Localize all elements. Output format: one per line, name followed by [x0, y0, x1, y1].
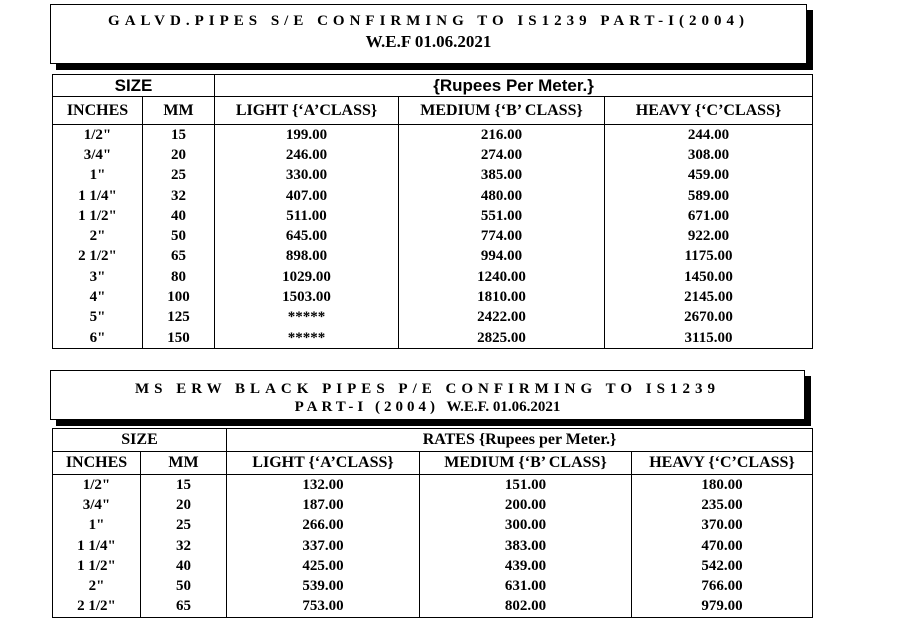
cell-heavy: 308.00	[605, 145, 813, 165]
table-row	[53, 166, 813, 186]
cell-heavy: 3115.00	[605, 328, 813, 349]
cell-medium: 385.00	[399, 166, 605, 186]
size-header: SIZE	[53, 429, 227, 452]
cell-inches: 4"	[53, 287, 143, 307]
cell-mm: 40	[141, 556, 227, 576]
column-header-heavy: HEAVY {‘C’CLASS}	[605, 97, 813, 125]
cell-inches: 1"	[53, 516, 141, 536]
cell-mm: 80	[143, 267, 215, 287]
cell-inches: 3/4"	[53, 495, 141, 515]
cell-inches: 2 1/2"	[53, 597, 141, 618]
cell-light: 246.00	[215, 145, 399, 165]
cell-light: 898.00	[215, 247, 399, 267]
table-row	[53, 328, 813, 349]
column-header-inches: INCHES	[53, 452, 141, 475]
ms-erw-standard-part: PART-I (2004)	[294, 399, 439, 415]
cell-heavy: 979.00	[632, 597, 813, 618]
cell-inches: 1 1/4"	[53, 186, 143, 206]
cell-light: 753.00	[227, 597, 420, 618]
cell-heavy: 589.00	[605, 186, 813, 206]
cell-mm: 20	[141, 495, 227, 515]
cell-light: 132.00	[227, 475, 420, 496]
cell-inches: 1 1/4"	[53, 536, 141, 556]
cell-light: *****	[215, 328, 399, 349]
cell-heavy: 244.00	[605, 125, 813, 146]
cell-light: 645.00	[215, 226, 399, 246]
cell-light: 330.00	[215, 166, 399, 186]
column-header-medium: MEDIUM {‘B’ CLASS}	[399, 97, 605, 125]
galvd-title-box	[50, 4, 807, 64]
table-row	[53, 475, 813, 496]
cell-mm: 65	[141, 597, 227, 618]
cell-medium: 300.00	[420, 516, 632, 536]
cell-inches: 1 1/2"	[53, 556, 141, 576]
cell-mm: 25	[143, 166, 215, 186]
cell-heavy: 1450.00	[605, 267, 813, 287]
cell-mm: 100	[143, 287, 215, 307]
column-header-mm: MM	[141, 452, 227, 475]
cell-mm: 15	[143, 125, 215, 146]
cell-light: 1503.00	[215, 287, 399, 307]
ms-erw-title: MS ERW BLACK PIPES P/E CONFIRMING TO IS1239	[135, 381, 720, 397]
column-header-light: LIGHT {‘A’CLASS}	[227, 452, 420, 475]
column-header-medium: MEDIUM {‘B’ CLASS}	[420, 452, 632, 475]
table-row	[53, 287, 813, 307]
cell-medium: 2825.00	[399, 328, 605, 349]
table-row	[53, 186, 813, 206]
cell-inches: 1"	[53, 166, 143, 186]
cell-inches: 3/4"	[53, 145, 143, 165]
cell-medium: 480.00	[399, 186, 605, 206]
cell-heavy: 459.00	[605, 166, 813, 186]
cell-light: 266.00	[227, 516, 420, 536]
cell-mm: 32	[143, 186, 215, 206]
cell-inches: 2"	[53, 576, 141, 596]
cell-heavy: 2145.00	[605, 287, 813, 307]
cell-inches: 1 1/2"	[53, 206, 143, 226]
cell-mm: 125	[143, 308, 215, 328]
cell-medium: 802.00	[420, 597, 632, 618]
cell-mm: 50	[141, 576, 227, 596]
cell-mm: 25	[141, 516, 227, 536]
cell-medium: 774.00	[399, 226, 605, 246]
cell-mm: 40	[143, 206, 215, 226]
table-row	[53, 267, 813, 287]
cell-inches: 6"	[53, 328, 143, 349]
table-row	[53, 516, 813, 536]
cell-medium: 994.00	[399, 247, 605, 267]
rates-header: RATES {Rupees per Meter.}	[227, 429, 813, 452]
table-row	[53, 247, 813, 267]
table-row	[53, 308, 813, 328]
cell-light: 199.00	[215, 125, 399, 146]
table-row	[53, 556, 813, 576]
cell-medium: 151.00	[420, 475, 632, 496]
cell-inches: 1/2"	[53, 125, 143, 146]
cell-heavy: 470.00	[632, 536, 813, 556]
cell-medium: 1240.00	[399, 267, 605, 287]
table-row	[53, 226, 813, 246]
galvd-rates-table	[52, 74, 813, 349]
galvd-title: GALVD.PIPES S/E CONFIRMING TO IS1239 PART-I(2004)	[108, 13, 749, 29]
galvd-effective-date: W.E.F 01.06.2021	[365, 32, 492, 51]
cell-heavy: 1175.00	[605, 247, 813, 267]
column-header-light: LIGHT {‘A’CLASS}	[215, 97, 399, 125]
table-row	[53, 536, 813, 556]
cell-mm: 150	[143, 328, 215, 349]
cell-heavy: 671.00	[605, 206, 813, 226]
cell-light: 539.00	[227, 576, 420, 596]
ms-erw-subtitle	[51, 399, 804, 416]
cell-heavy: 235.00	[632, 495, 813, 515]
cell-medium: 439.00	[420, 556, 632, 576]
cell-light: *****	[215, 308, 399, 328]
cell-heavy: 766.00	[632, 576, 813, 596]
ms-erw-table-body	[53, 475, 813, 618]
cell-medium: 216.00	[399, 125, 605, 146]
cell-light: 511.00	[215, 206, 399, 226]
cell-medium: 383.00	[420, 536, 632, 556]
cell-medium: 200.00	[420, 495, 632, 515]
size-header: SIZE	[53, 75, 215, 97]
cell-medium: 1810.00	[399, 287, 605, 307]
cell-inches: 2 1/2"	[53, 247, 143, 267]
cell-heavy: 542.00	[632, 556, 813, 576]
table-row	[53, 125, 813, 146]
column-header-mm: MM	[143, 97, 215, 125]
table-row	[53, 495, 813, 515]
cell-mm: 20	[143, 145, 215, 165]
cell-medium: 274.00	[399, 145, 605, 165]
ms-erw-rates-table	[52, 428, 813, 618]
cell-mm: 65	[143, 247, 215, 267]
cell-light: 337.00	[227, 536, 420, 556]
cell-medium: 2422.00	[399, 308, 605, 328]
cell-mm: 15	[141, 475, 227, 496]
column-header-inches: INCHES	[53, 97, 143, 125]
cell-light: 1029.00	[215, 267, 399, 287]
cell-light: 407.00	[215, 186, 399, 206]
table-row	[53, 597, 813, 618]
ms-erw-title-box	[50, 370, 805, 420]
ms-erw-effective-date: W.E.F. 01.06.2021	[446, 399, 561, 415]
table-row	[53, 576, 813, 596]
cell-mm: 50	[143, 226, 215, 246]
cell-mm: 32	[141, 536, 227, 556]
cell-heavy: 370.00	[632, 516, 813, 536]
cell-inches: 3"	[53, 267, 143, 287]
table-row	[53, 206, 813, 226]
cell-inches: 2"	[53, 226, 143, 246]
rates-header: {Rupees Per Meter.}	[215, 75, 813, 97]
galvd-table-body	[53, 125, 813, 349]
cell-heavy: 2670.00	[605, 308, 813, 328]
cell-light: 425.00	[227, 556, 420, 576]
cell-inches: 1/2"	[53, 475, 141, 496]
cell-heavy: 922.00	[605, 226, 813, 246]
table-row	[53, 145, 813, 165]
cell-medium: 551.00	[399, 206, 605, 226]
cell-inches: 5"	[53, 308, 143, 328]
cell-light: 187.00	[227, 495, 420, 515]
cell-medium: 631.00	[420, 576, 632, 596]
column-header-heavy: HEAVY {‘C’CLASS}	[632, 452, 813, 475]
cell-heavy: 180.00	[632, 475, 813, 496]
